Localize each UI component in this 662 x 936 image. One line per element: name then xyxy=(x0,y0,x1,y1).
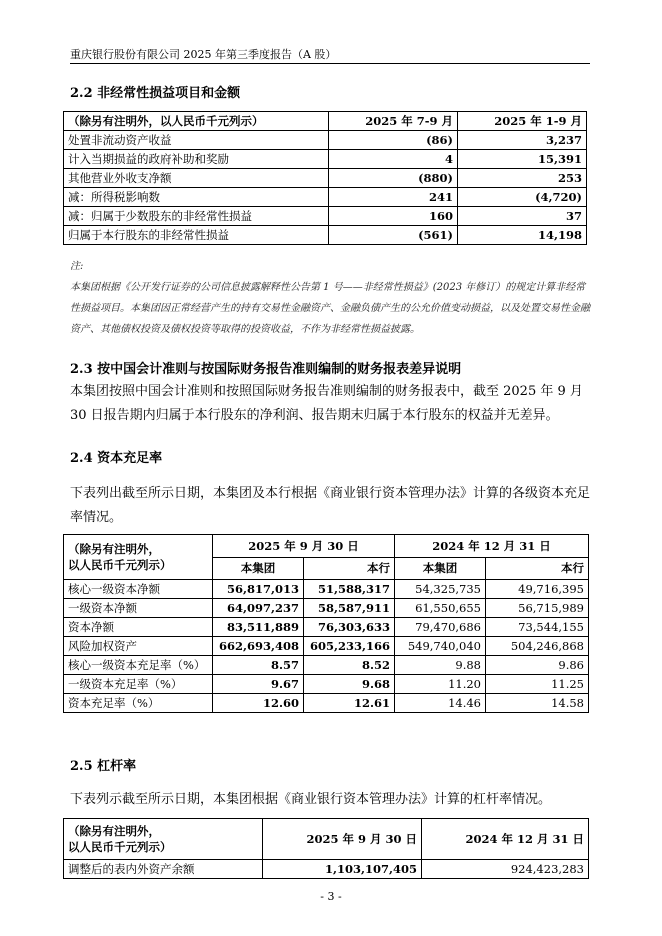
section-2-3-heading: 2.3 按中国会计准则与按国际财务报告准则编制的财务报表差异说明 xyxy=(70,362,462,377)
table-row: 一级资本充足率（%） 9.67 9.68 11.20 11.25 xyxy=(64,675,589,694)
table-row: 处置非流动资产收益 (86) 3,237 xyxy=(64,131,587,150)
table-row: 调整后的表内外资产余额 1,103,107,405 924,423,283 xyxy=(64,860,589,879)
col-date-2025: 2025 年 9 月 30 日 xyxy=(263,819,422,860)
leverage-table xyxy=(63,818,589,879)
table-row: 核心一级资本充足率（%） 8.57 8.52 9.88 9.86 xyxy=(64,656,589,675)
table-row: 其他营业外收支净额 (880) 253 xyxy=(64,169,587,188)
section-2-4-heading: 2.4 资本充足率 xyxy=(70,451,163,466)
col-date-2025: 2025 年 9 月 30 日 xyxy=(213,535,395,558)
note-text: 本集团根据《公开发行证券的公司信息披露解释性公告第 1 号——非经常性损益》(2023 年修订）的规定计算非经常性损益项目。本集团因正常经营产生的持有交易性金融资产、金融负债产生的公允价值变动损益，以及处置交易性金融资产、其他债权投资及债权投资等取得的投资收益，不作为非经常性损益披露。 xyxy=(70,282,590,335)
capital-adequacy-table xyxy=(63,534,589,713)
col-ytd: 2025 年 1-9 月 xyxy=(458,112,587,131)
running-header: 重庆银行股份有限公司 2025 年第三季度报告（A 股） xyxy=(70,48,337,61)
section-2-5-heading: 2.5 杠杆率 xyxy=(70,759,137,774)
table-header-row xyxy=(64,819,589,860)
section-2-5-text: 下表列示截至所示日期，本集团根据《商业银行资本管理办法》计算的杠杆率情况。 xyxy=(70,792,552,807)
table-row: 减：归属于少数股东的非经常性损益 160 37 xyxy=(64,207,587,226)
table-row: 资本净额 83,511,889 76,303,633 79,470,686 73,544,155 xyxy=(64,618,589,637)
table-row: 一级资本净额 64,097,237 58,587,911 61,550,655 56,715,989 xyxy=(64,599,589,618)
table-header-row xyxy=(64,112,587,131)
table-row: 计入当期损益的政府补助和奖励 4 15,391 xyxy=(64,150,587,169)
col-label: （除另有注明外，以人民币千元列示） xyxy=(64,112,329,131)
table-header-row xyxy=(64,535,589,558)
table-row: 资本充足率（%） 12.60 12.61 14.46 14.58 xyxy=(64,694,589,713)
table-row: 核心一级资本净额 56,817,013 51,588,317 54,325,735 49,716,395 xyxy=(64,580,589,599)
col-q3: 2025 年 7-9 月 xyxy=(329,112,458,131)
table-row: 风险加权资产 662,693,408 605,233,166 549,740,040 504,246,868 xyxy=(64,637,589,656)
table-row: 减：所得税影响数 241 (4,720) xyxy=(64,188,587,207)
col-label: （除另有注明外， 以人民币千元列示） xyxy=(64,819,263,860)
header-rule xyxy=(70,63,590,64)
table-header-row: 本集团 本行 本集团 本行 xyxy=(64,557,589,580)
non-recurring-table xyxy=(63,111,587,245)
table-row: 归属于本行股东的非经常性损益 (561) 14,198 xyxy=(64,226,587,245)
section-2-3-text: 本集团按照中国会计准则和按照国际财务报告准则编制的财务报表中，截至 2025 年 9 月 30 日报告期内归属于本行股东的净利润、报告期末归属于本行股东的权益并无差异。 xyxy=(70,384,583,423)
col-label: （除另有注明外， 以人民币千元列示） xyxy=(64,535,213,580)
section-2-4-text: 下表列出截至所示日期，本集团及本行根据《商业银行资本管理办法》计算的各级资本充足率情况。 xyxy=(70,486,591,525)
note-head: 注: xyxy=(70,261,84,272)
col-date-2024: 2024 年 12 月 31 日 xyxy=(395,535,589,558)
section-2-2-heading: 2.2 非经常性损益项目和金额 xyxy=(70,86,241,101)
page-number: - 3 - xyxy=(320,890,342,903)
col-date-2024: 2024 年 12 月 31 日 xyxy=(422,819,589,860)
